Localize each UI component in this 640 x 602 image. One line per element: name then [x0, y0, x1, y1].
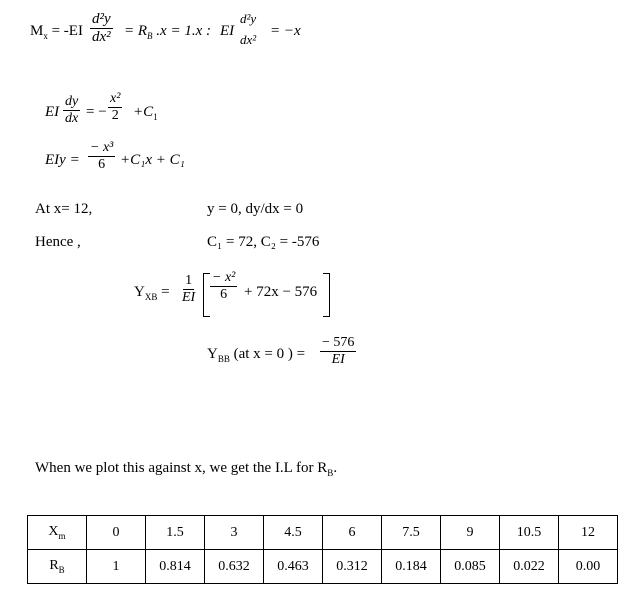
eq1-rhs-rest: .x = 1.x : [152, 23, 211, 39]
table-cell: 6 [323, 516, 382, 550]
eq2-num: dy [65, 94, 79, 109]
ybb-fraction [320, 336, 356, 367]
table-cell: 0 [87, 516, 146, 550]
plot-text: When we plot this against x, we get the I.L for R [35, 460, 328, 476]
ybb-cond: (at x = 0 ) = [229, 346, 306, 362]
influence-line-table [27, 515, 618, 584]
table-cell: 0.632 [205, 550, 264, 584]
yxb-den: EI [182, 289, 196, 305]
table-cell: 9 [441, 516, 500, 550]
table-cell: 0.022 [500, 550, 559, 584]
eq2-den: dx [65, 110, 79, 126]
yxb-right-bracket [323, 273, 330, 317]
eq3-lhs: EIy = [45, 152, 80, 168]
table-cell: 0.085 [441, 550, 500, 584]
eq3-num: − x³ [90, 140, 114, 155]
eq1-num: d²y [92, 11, 111, 27]
yxb-fraction [180, 274, 197, 305]
plot-text-after: . [333, 460, 338, 476]
eq2-rest: +C [133, 104, 154, 120]
ybb-den: EI [331, 351, 345, 367]
table-cell: 4.5 [264, 516, 323, 550]
table-cell: 0.312 [323, 550, 382, 584]
eq3-den: 6 [98, 156, 106, 172]
ybb-lhs: Y [207, 346, 218, 362]
eq2-eq: = − [86, 104, 107, 120]
yxb-lhs-sub: XB [144, 292, 158, 302]
eq3-rest: +C₁x + C₁ [120, 152, 185, 168]
yxb-num: 1 [185, 273, 193, 288]
table-cell: 1 [87, 550, 146, 584]
eq1-rhs-sub: B [147, 31, 153, 41]
eq2-den2: 2 [111, 107, 119, 123]
eq1-fraction [90, 12, 113, 45]
condition-value: y = 0, dy/dx = 0 [207, 201, 304, 217]
eq1-lhs: M [30, 23, 44, 39]
plot-sentence [35, 460, 337, 478]
row1-label: X [48, 524, 59, 540]
eq1-lhs-sub: x [43, 31, 48, 41]
row2-label-sub: B [58, 564, 65, 575]
eq1-ei2: EI [220, 23, 235, 39]
eq1-rhs: = R [124, 23, 148, 39]
eq2-ei: EI [45, 104, 60, 120]
eq1-num2: d²y [240, 11, 257, 26]
eq1-rhs2: = −x [270, 23, 301, 39]
eq2-fraction [63, 95, 80, 126]
yxb-left-bracket [203, 273, 210, 317]
table-row [28, 516, 618, 550]
table-row-label-x [28, 516, 87, 550]
eq1-fraction-2 [238, 12, 258, 47]
table-cell: 7.5 [382, 516, 441, 550]
row1-label-sub: m [58, 530, 66, 541]
ybb-lhs-sub: BB [217, 354, 230, 364]
hence-value: C₁ = 72, C₂ = -576 [207, 234, 320, 250]
table-cell: 0.00 [559, 550, 618, 584]
table-cell: 12 [559, 516, 618, 550]
eq2-num2: x² [110, 91, 121, 106]
eq2-rest-sub: 1 [153, 112, 158, 122]
eq1-den: dx² [92, 28, 111, 45]
table-cell: 10.5 [500, 516, 559, 550]
yxb-inner-den: 6 [220, 286, 228, 302]
table-cell: 0.184 [382, 550, 441, 584]
condition-label: At x= 12, [35, 201, 93, 217]
eq1-ei: = -EI [47, 23, 83, 39]
eq2-fraction-2 [108, 92, 122, 123]
ybb-num: − 576 [322, 335, 355, 350]
yxb-eq: = [157, 284, 170, 300]
table-cell: 0.463 [264, 550, 323, 584]
hence-label: Hence , [35, 234, 81, 250]
table-cell: 1.5 [146, 516, 205, 550]
table-cell: 0.814 [146, 550, 205, 584]
eq1-den2: dx² [240, 32, 257, 47]
eq3-fraction [88, 141, 115, 172]
yxb-lhs: Y [134, 284, 145, 300]
yxb-inner-rest: + 72x − 576 [244, 284, 318, 300]
table-cell: 3 [205, 516, 264, 550]
yxb-inner-fraction [210, 271, 237, 302]
table-row [28, 550, 618, 584]
plot-text-sub: B [327, 468, 334, 478]
row2-label: R [49, 558, 59, 574]
yxb-inner-num: − x² [212, 270, 236, 285]
table-row-label-rb [28, 550, 87, 584]
